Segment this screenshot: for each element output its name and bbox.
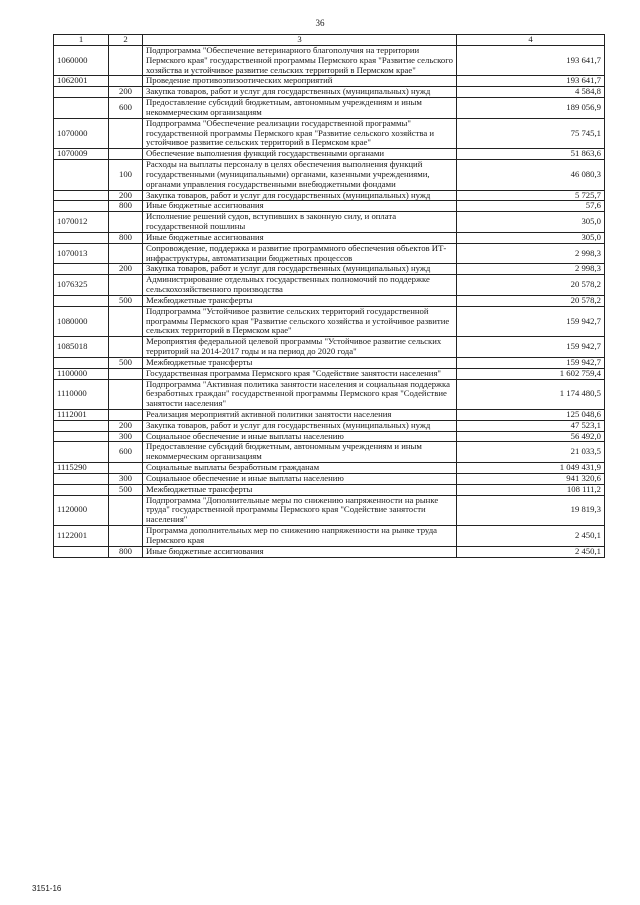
row-code-cell	[54, 295, 109, 306]
row-expense-type-cell	[109, 368, 143, 379]
row-expense-type-cell	[109, 337, 143, 358]
row-amount-cell: 108 111,2	[457, 484, 605, 495]
row-amount-cell: 1 602 759,4	[457, 368, 605, 379]
row-expense-type-cell: 200	[109, 87, 143, 98]
row-code-cell	[54, 190, 109, 201]
row-code-cell	[54, 160, 109, 190]
row-code-cell: 1080000	[54, 306, 109, 336]
row-expense-type-cell	[109, 526, 143, 547]
row-expense-type-cell	[109, 495, 143, 525]
row-name-cell: Обеспечение выполнения функций государственными органами	[143, 149, 457, 160]
table-row	[54, 76, 605, 87]
table-row	[54, 337, 605, 358]
row-code-cell: 1070000	[54, 118, 109, 148]
row-amount-cell: 1 049 431,9	[457, 463, 605, 474]
table-row	[54, 463, 605, 474]
header-col-4: 4	[457, 35, 605, 46]
table-row	[54, 484, 605, 495]
row-amount-cell: 19 819,3	[457, 495, 605, 525]
row-amount-cell: 193 641,7	[457, 46, 605, 76]
row-name-cell: Подпрограмма "Активная политика занятости населения и социальная поддержка безработных граждан" государственной программы Пермского края "Содействие занятости населения"	[143, 379, 457, 409]
table-row	[54, 98, 605, 119]
row-amount-cell: 1 174 480,5	[457, 379, 605, 409]
row-code-cell	[54, 431, 109, 442]
row-amount-cell: 193 641,7	[457, 76, 605, 87]
row-code-cell: 1122001	[54, 526, 109, 547]
table-row	[54, 409, 605, 420]
row-amount-cell: 4 584,8	[457, 87, 605, 98]
row-expense-type-cell	[109, 149, 143, 160]
table-row	[54, 149, 605, 160]
row-expense-type-cell	[109, 46, 143, 76]
row-name-cell: Иные бюджетные ассигнования	[143, 201, 457, 212]
row-code-cell	[54, 87, 109, 98]
row-amount-cell: 159 942,7	[457, 306, 605, 336]
row-name-cell: Межбюджетные трансферты	[143, 357, 457, 368]
row-code-cell: 1060000	[54, 46, 109, 76]
row-name-cell: Реализация мероприятий активной политики занятости населения	[143, 409, 457, 420]
row-name-cell: Сопровождение, поддержка и развитие программного обеспечения объектов ИТ-инфраструктуры, автоматизации бюджетных процессов	[143, 243, 457, 264]
row-name-cell: Закупка товаров, работ и услуг для государственных (муниципальных) нужд	[143, 87, 457, 98]
row-amount-cell: 305,0	[457, 212, 605, 233]
row-amount-cell: 51 863,6	[457, 149, 605, 160]
table-row	[54, 368, 605, 379]
row-amount-cell: 5 725,7	[457, 190, 605, 201]
row-name-cell: Подпрограмма "Устойчивое развитие сельских территорий государственной программы Пермского края "Развитие сельского хозяйства и устойчивое развитие сельских территорий в Пермском крае"	[143, 306, 457, 336]
row-name-cell: Подпрограмма "Дополнительные меры по снижению напряженности на рынке труда" государственной программы Пермского края "Содействие занятости населения"	[143, 495, 457, 525]
row-expense-type-cell	[109, 463, 143, 474]
row-code-cell: 1110000	[54, 379, 109, 409]
row-name-cell: Проведение противоэпизоотических мероприятий	[143, 76, 457, 87]
row-expense-type-cell	[109, 212, 143, 233]
row-code-cell: 1085018	[54, 337, 109, 358]
row-amount-cell: 21 033,5	[457, 442, 605, 463]
row-expense-type-cell: 200	[109, 190, 143, 201]
row-code-cell: 1062001	[54, 76, 109, 87]
header-col-1: 1	[54, 35, 109, 46]
row-amount-cell: 159 942,7	[457, 337, 605, 358]
row-expense-type-cell	[109, 379, 143, 409]
table-row	[54, 190, 605, 201]
budget-table	[53, 34, 605, 558]
row-code-cell: 1070012	[54, 212, 109, 233]
table-row	[54, 357, 605, 368]
row-expense-type-cell: 300	[109, 473, 143, 484]
row-name-cell: Мероприятия федеральной целевой программы "Устойчивое развитие сельских территорий на 2014-2017 годы и на период до 2020 года"	[143, 337, 457, 358]
row-amount-cell: 189 056,9	[457, 98, 605, 119]
row-code-cell	[54, 484, 109, 495]
table-row	[54, 118, 605, 148]
table-body	[54, 46, 605, 558]
row-code-cell	[54, 546, 109, 557]
row-name-cell: Социальные выплаты безработным гражданам	[143, 463, 457, 474]
table-header	[54, 35, 605, 46]
table-row	[54, 495, 605, 525]
row-expense-type-cell: 800	[109, 546, 143, 557]
row-code-cell: 1070013	[54, 243, 109, 264]
row-name-cell: Государственная программа Пермского края "Содействие занятости населения"	[143, 368, 457, 379]
row-code-cell: 1100000	[54, 368, 109, 379]
table-row	[54, 201, 605, 212]
row-expense-type-cell: 600	[109, 442, 143, 463]
row-code-cell	[54, 473, 109, 484]
row-expense-type-cell: 500	[109, 295, 143, 306]
row-code-cell	[54, 98, 109, 119]
table-row	[54, 46, 605, 76]
row-amount-cell: 159 942,7	[457, 357, 605, 368]
header-col-2: 2	[109, 35, 143, 46]
row-code-cell	[54, 201, 109, 212]
row-name-cell: Предоставление субсидий бюджетным, автономным учреждениям и иным некоммерческим организациям	[143, 442, 457, 463]
table-row	[54, 232, 605, 243]
row-expense-type-cell	[109, 76, 143, 87]
row-name-cell: Предоставление субсидий бюджетным, автономным учреждениям и иным некоммерческим организациям	[143, 98, 457, 119]
row-name-cell: Межбюджетные трансферты	[143, 295, 457, 306]
row-amount-cell: 56 492,0	[457, 431, 605, 442]
header-col-3: 3	[143, 35, 457, 46]
row-name-cell: Закупка товаров, работ и услуг для государственных (муниципальных) нужд	[143, 420, 457, 431]
row-name-cell: Исполнение решений судов, вступивших в законную силу, и оплата государственной пошлины	[143, 212, 457, 233]
row-expense-type-cell	[109, 118, 143, 148]
row-amount-cell: 75 745,1	[457, 118, 605, 148]
row-name-cell: Расходы на выплаты персоналу в целях обеспечения выполнения функций государственными (муниципальными) органами, казенными учреждениями, органами управления государственными внебюджетными фондами	[143, 160, 457, 190]
row-name-cell: Подпрограмма "Обеспечение реализации государственной программы" государственной программы Пермского края "Развитие сельского хозяйства и устойчивое развитие сельских территорий в Пермском крае"	[143, 118, 457, 148]
table-row	[54, 275, 605, 296]
row-name-cell: Подпрограмма "Обеспечение ветеринарного благополучия на территории Пермского края" государственной программы Пермского края "Развитие сельского хозяйства и устойчивое развитие сельских территорий в Пермском крае"	[143, 46, 457, 76]
row-amount-cell: 47 523,1	[457, 420, 605, 431]
row-name-cell: Социальное обеспечение и иные выплаты населению	[143, 431, 457, 442]
row-code-cell: 1120000	[54, 495, 109, 525]
row-name-cell: Закупка товаров, работ и услуг для государственных (муниципальных) нужд	[143, 264, 457, 275]
row-amount-cell: 125 048,6	[457, 409, 605, 420]
row-code-cell: 1076325	[54, 275, 109, 296]
row-name-cell: Программа дополнительных мер по снижению напряженности на рынке труда Пермского края	[143, 526, 457, 547]
row-name-cell: Закупка товаров, работ и услуг для государственных (муниципальных) нужд	[143, 190, 457, 201]
row-code-cell	[54, 442, 109, 463]
row-expense-type-cell: 200	[109, 420, 143, 431]
row-expense-type-cell: 100	[109, 160, 143, 190]
row-code-cell	[54, 420, 109, 431]
table-row	[54, 87, 605, 98]
row-code-cell	[54, 232, 109, 243]
row-amount-cell: 20 578,2	[457, 275, 605, 296]
table-row	[54, 526, 605, 547]
row-expense-type-cell: 300	[109, 431, 143, 442]
row-expense-type-cell: 800	[109, 201, 143, 212]
table-row	[54, 379, 605, 409]
row-name-cell: Социальное обеспечение и иные выплаты населению	[143, 473, 457, 484]
row-expense-type-cell: 600	[109, 98, 143, 119]
row-name-cell: Иные бюджетные ассигнования	[143, 546, 457, 557]
row-expense-type-cell	[109, 243, 143, 264]
row-amount-cell: 941 320,6	[457, 473, 605, 484]
row-amount-cell: 57,6	[457, 201, 605, 212]
row-expense-type-cell	[109, 275, 143, 296]
row-expense-type-cell	[109, 409, 143, 420]
row-name-cell: Межбюджетные трансферты	[143, 484, 457, 495]
row-code-cell: 1070009	[54, 149, 109, 160]
row-amount-cell: 2 998,3	[457, 264, 605, 275]
table-row	[54, 295, 605, 306]
table-row	[54, 473, 605, 484]
row-expense-type-cell: 800	[109, 232, 143, 243]
row-amount-cell: 46 080,3	[457, 160, 605, 190]
table-row	[54, 212, 605, 233]
row-amount-cell: 305,0	[457, 232, 605, 243]
row-expense-type-cell: 500	[109, 357, 143, 368]
row-amount-cell: 2 450,1	[457, 526, 605, 547]
row-amount-cell: 2 450,1	[457, 546, 605, 557]
document-footer-code: 3151-16	[32, 884, 62, 893]
table-row	[54, 420, 605, 431]
page-number: 36	[315, 18, 325, 28]
row-expense-type-cell: 500	[109, 484, 143, 495]
row-expense-type-cell: 200	[109, 264, 143, 275]
row-code-cell	[54, 264, 109, 275]
row-code-cell: 1112001	[54, 409, 109, 420]
table-row	[54, 442, 605, 463]
row-code-cell: 1115290	[54, 463, 109, 474]
table-row	[54, 546, 605, 557]
row-expense-type-cell	[109, 306, 143, 336]
table-row	[54, 306, 605, 336]
table-row	[54, 264, 605, 275]
row-name-cell: Иные бюджетные ассигнования	[143, 232, 457, 243]
row-amount-cell: 20 578,2	[457, 295, 605, 306]
table-row	[54, 160, 605, 190]
table-row	[54, 243, 605, 264]
row-name-cell: Администрирование отдельных государственных полномочий по поддержке сельскохозяйственного производства	[143, 275, 457, 296]
row-amount-cell: 2 998,3	[457, 243, 605, 264]
row-code-cell	[54, 357, 109, 368]
table-row	[54, 431, 605, 442]
